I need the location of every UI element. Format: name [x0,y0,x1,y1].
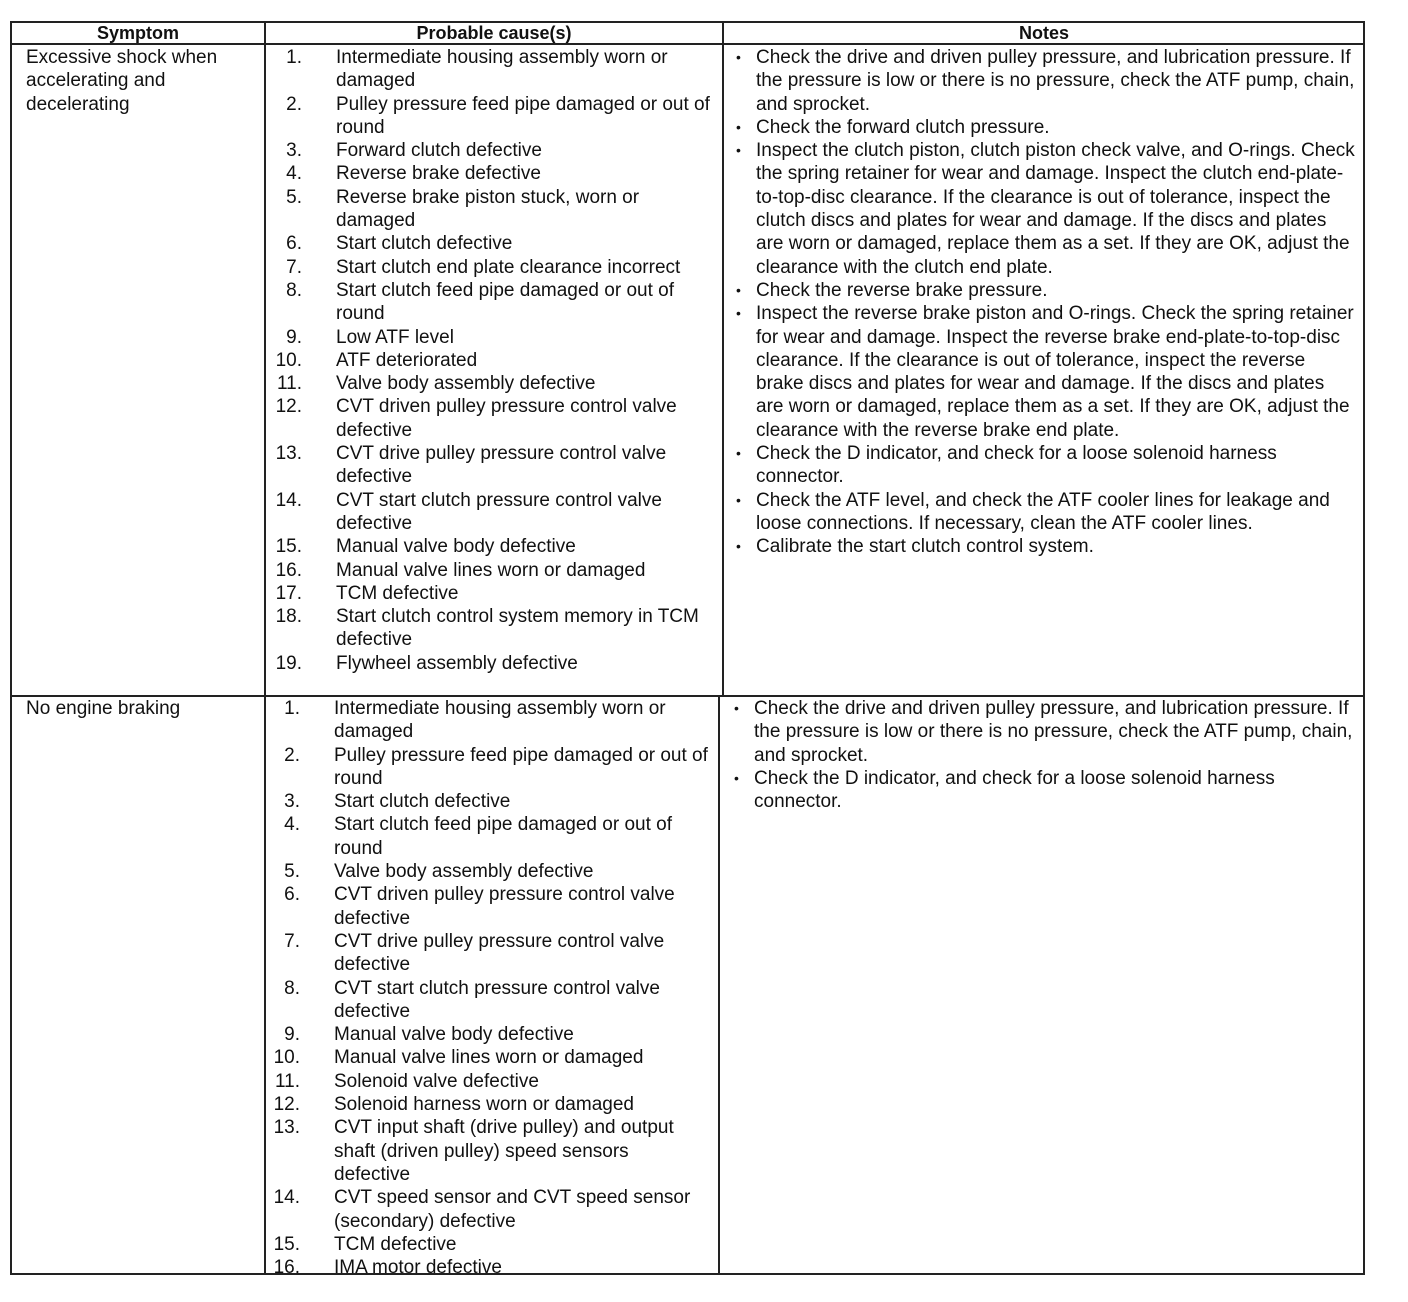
bullet-icon: • [734,700,739,716]
cause-number: 10. [273,1047,300,1069]
row-2-symptom: No engine braking [26,698,181,719]
cause-item [268,813,718,860]
note-item [730,46,1355,116]
cause-item [268,744,718,791]
cause-item [268,1186,718,1233]
cause-text: Manual valve lines worn or damaged [336,559,646,581]
cause-text: Reverse brake piston stuck, worn or damaged [336,186,640,232]
cause-number: 15. [275,536,302,558]
cause-item [270,162,720,185]
cause-item [268,1116,718,1186]
note-text: Check the D indicator, and check for a loose solenoid harness connector. [754,767,1275,813]
cause-item [270,535,720,558]
cause-item [270,582,720,605]
bullet-icon: • [734,769,739,786]
column-divider-2b [718,695,720,1275]
cause-text: Valve body assembly defective [334,861,594,883]
cause-number: 12. [273,1094,300,1116]
cause-number: 3. [286,140,302,162]
cause-number: 6. [286,233,302,255]
note-item [730,139,1355,279]
cause-number: 11. [276,373,302,395]
note-text: Check the drive and driven pulley pressure, and lubrication pressure. If the pressure is low or there is no pressure, check the ATF pump, chain, and sprocket. [756,47,1355,115]
cause-text: CVT speed sensor and CVT speed sensor (secondary) defective [334,1187,691,1232]
note-item [730,279,1355,302]
cause-item [270,326,720,349]
cause-number: 19. [275,652,302,674]
cause-number: 14. [275,489,302,511]
bullet-icon: • [736,281,741,298]
row-1-notes [730,46,1355,559]
header-symptom: Symptom [96,23,179,43]
troubleshooting-table [10,21,1365,1275]
cause-text: ATF deteriorated [336,349,478,371]
cause-item [270,442,720,489]
note-text: Check the D indicator, and check for a loose solenoid harness connector. [756,443,1277,488]
cause-text: IMA motor defective [334,1257,502,1275]
cause-text: Forward clutch defective [336,140,542,162]
row-2-causes [268,697,718,1275]
cause-number: 3. [284,791,300,813]
note-item [730,535,1355,558]
column-divider-1 [264,23,266,1275]
note-text: Inspect the clutch piston, clutch piston check valve, and O-rings. Check the spring retainer for wear and damage. Inspect the clutch end-plate-to-top-disc clearance. If the clearance is out of tolerance, inspect the clutch discs and plates for wear and damage. If the discs and plates are worn or damaged, replace them as a set. If they are OK, adjust the clearance with the clutch end plate. [756,140,1355,278]
row-1-causes [270,46,720,675]
cause-text: Valve body assembly defective [336,373,596,395]
note-item [728,697,1353,767]
cause-item [270,652,720,675]
header-notes: Notes [1018,23,1069,43]
cause-number: 1. [284,698,300,719]
cause-text: CVT start clutch pressure control valve defective [334,977,660,1022]
note-text: Check the ATF level, and check the ATF cooler lines for leakage and loose connections. If necessary, clean the ATF cooler lines. [756,489,1330,534]
cause-item [268,930,718,977]
cause-number: 9. [284,1024,300,1046]
cause-text: Start clutch control system memory in TCM defective [336,606,699,651]
cause-item [268,883,718,930]
cause-number: 13. [273,1117,300,1139]
cause-number: 1. [286,47,302,68]
bullet-icon: • [736,49,741,65]
cause-text: TCM defective [336,582,459,604]
cause-item [268,1256,718,1275]
bullet-icon: • [736,538,741,555]
cause-number: 8. [284,977,300,999]
row-1-symptom: Excessive shock when accelerating and decelerating [26,47,218,115]
cause-item [268,1233,718,1256]
bullet-icon: • [736,305,741,322]
cause-text: Manual valve body defective [334,1024,574,1046]
row-2-notes [728,697,1353,813]
cause-number: 9. [286,326,302,348]
note-text: Check the drive and driven pulley pressure, and lubrication pressure. If the pressure is low or there is no pressure, check the ATF pump, chain, and sprocket. [754,698,1353,766]
cause-text: CVT driven pulley pressure control valve defective [334,884,675,929]
cause-number: 18. [275,606,302,628]
cause-number: 12. [275,396,302,418]
header-causes: Probable cause(s) [416,23,572,43]
cause-number: 16. [275,559,302,581]
bullet-icon: • [736,491,741,508]
note-item [730,489,1355,536]
note-text: Calibrate the start clutch control system. [756,536,1094,558]
cause-text: Intermediate housing assembly worn or damaged [336,47,668,92]
cause-text: CVT start clutch pressure control valve defective [336,489,662,534]
cause-text: Start clutch defective [334,791,511,813]
cause-text: CVT input shaft (drive pulley) and output shaft (driven pulley) speed sensors defective [334,1117,674,1185]
cause-text: CVT drive pulley pressure control valve defective [334,930,665,976]
note-text: Check the forward clutch pressure. [756,116,1050,138]
cause-text: Solenoid harness worn or damaged [334,1094,634,1116]
cause-item [268,790,718,813]
cause-text: TCM defective [334,1233,457,1255]
note-text: Check the reverse brake pressure. [756,279,1048,301]
cause-number: 5. [286,186,302,208]
cause-number: 15. [273,1233,300,1255]
cause-item [270,93,720,140]
cause-item [268,1023,718,1046]
cause-item [270,372,720,395]
cause-text: Manual valve lines worn or damaged [334,1047,644,1069]
cause-item [268,977,718,1024]
cause-item [270,46,720,93]
bullet-icon: • [736,445,741,462]
cause-item [270,232,720,255]
cause-item [268,1093,718,1116]
column-divider-2 [722,23,724,695]
cause-text: Low ATF level [336,326,454,348]
cause-number: 16. [273,1257,300,1275]
cause-number: 2. [284,744,300,766]
cause-text: Reverse brake defective [336,163,541,185]
cause-item [270,559,720,582]
cause-item [270,395,720,442]
cause-item [270,256,720,279]
note-item [730,116,1355,139]
cause-number: 10. [275,349,302,371]
note-text: Inspect the reverse brake piston and O-rings. Check the spring retainer for wear and damage. Inspect the reverse brake end-plate-to-top-disc clearance. If the clearance is out of tolerance, inspect the reverse brake discs and plates for wear and damage. If the discs and plates are worn or damaged, replace them as a set. If they are OK, adjust the clearance with the reverse brake end plate. [756,303,1354,441]
note-item [730,442,1355,489]
cause-item [270,186,720,233]
cause-item [270,349,720,372]
cause-number: 8. [286,279,302,301]
bullet-icon: • [736,118,741,135]
cause-number: 7. [286,256,302,278]
cause-text: Manual valve body defective [336,536,576,558]
cause-item [270,279,720,326]
cause-number: 7. [284,930,300,952]
cause-text: Pulley pressure feed pipe damaged or out of round [334,744,708,789]
cause-item [270,139,720,162]
cause-item [270,489,720,536]
cause-text: Flywheel assembly defective [336,652,578,674]
cause-item [268,1046,718,1069]
note-item [728,767,1353,814]
cause-number: 14. [273,1187,300,1209]
note-item [730,302,1355,442]
cause-text: Start clutch defective [336,233,513,255]
cause-item [268,860,718,883]
cause-text: Start clutch end plate clearance incorrect [336,256,681,278]
cause-item [268,1070,718,1093]
cause-item [270,605,720,652]
cause-text: Start clutch feed pipe damaged or out of round [334,814,672,859]
cause-number: 4. [284,814,300,836]
cause-text: CVT driven pulley pressure control valve defective [336,396,677,441]
cause-number: 6. [284,884,300,906]
cause-item [268,697,718,744]
cause-number: 17. [275,582,302,604]
cause-number: 5. [284,861,300,883]
bullet-icon: • [736,142,741,159]
cause-text: Start clutch feed pipe damaged or out of round [336,279,674,325]
cause-number: 2. [286,93,302,115]
cause-number: 4. [286,163,302,185]
cause-text: Intermediate housing assembly worn or damaged [334,698,666,743]
cause-text: Pulley pressure feed pipe damaged or out of round [336,93,710,138]
cause-number: 13. [275,443,302,465]
cause-text: Solenoid valve defective [334,1070,539,1092]
header-divider [12,43,1363,45]
cause-text: CVT drive pulley pressure control valve defective [336,443,667,488]
cause-number: 11. [274,1070,300,1092]
